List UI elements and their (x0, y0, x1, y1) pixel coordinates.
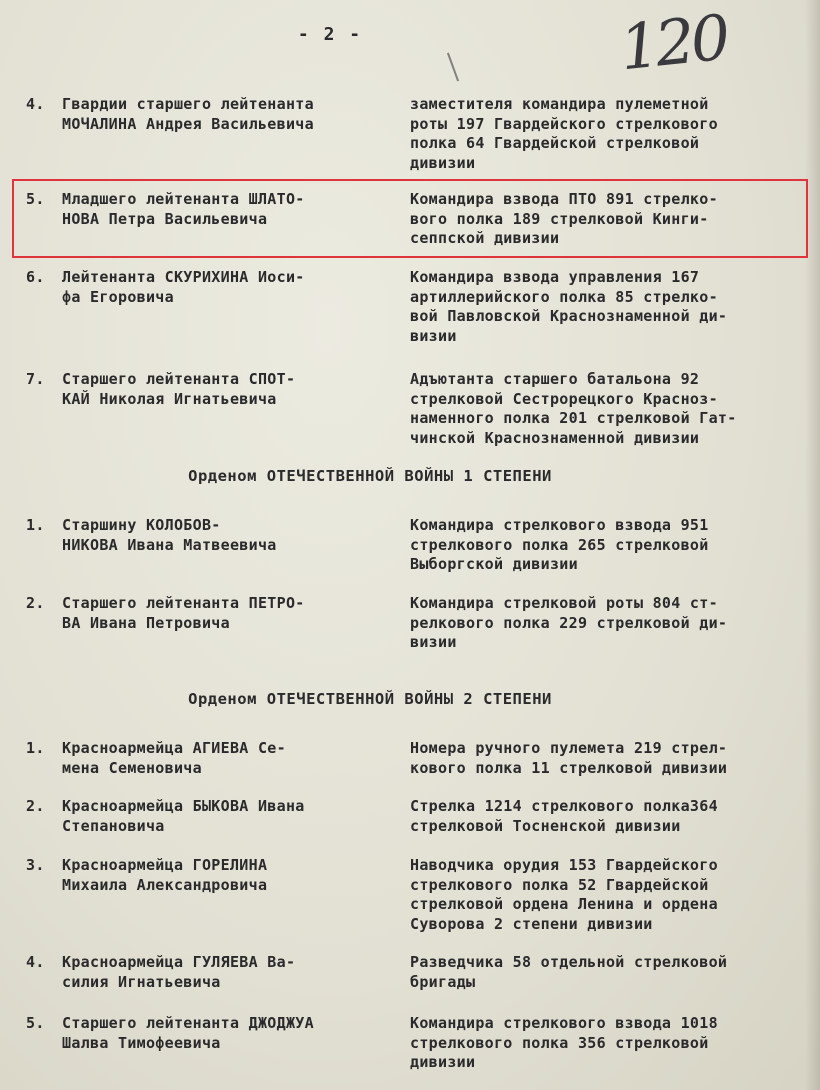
entry-position: Наводчика орудия 153 Гвардейского стрелкового полка 52 Гвардейской стрелковой ордена Ленина и ордена Суворова 2 степени дивизии (410, 856, 718, 933)
entry-name: Старшину КОЛОБОВ- НИКОВА Ивана Матвеевича (62, 516, 277, 554)
entry-name: Старшего лейтенанта ПЕТРО- ВА Ивана Петровича (62, 594, 305, 632)
entry-name: Младшего лейтенанта ШЛАТО- НОВА Петра Васильевича (62, 190, 305, 228)
entry-number: 4. (26, 95, 45, 113)
entry-position: Номера ручного пулемета 219 стрел- кового полка 11 стрелковой дивизии (410, 739, 728, 777)
page-number: - 2 - (297, 24, 363, 45)
entry-position: Командира стрелкового взвода 1018 стрелкового полка 356 стрелковой дивизии (410, 1014, 718, 1071)
entry-number: 3. (26, 856, 45, 874)
entry-number: 2. (26, 594, 45, 612)
entry-number: 5. (26, 1014, 45, 1032)
selection-highlight-box (12, 179, 808, 258)
entry-name: Гвардии старшего лейтенанта МОЧАЛИНА Андрея Васильевича (62, 95, 314, 133)
entry-number: 1. (26, 516, 45, 534)
section-title-order-1: Орденом ОТЕЧЕСТВЕННОЙ ВОЙНЫ 1 СТЕПЕНИ (188, 467, 552, 485)
entry-number: 1. (26, 739, 45, 757)
entry-position: Командира стрелковой роты 804 ст- релкового полка 229 стрелковой ди- визии (410, 594, 728, 651)
section-title-order-2: Орденом ОТЕЧЕСТВЕННОЙ ВОЙНЫ 2 СТЕПЕНИ (188, 690, 552, 708)
entry-number: 2. (26, 797, 45, 815)
entry-name: Красноармейца БЫКОВА Ивана Степановича (62, 797, 305, 835)
entry-name: Старшего лейтенанта СПОТ- КАЙ Николая Игнатьевича (62, 370, 296, 408)
entry-name: Красноармейца АГИЕВА Се- мена Семеновича (62, 739, 286, 777)
entry-number: 7. (26, 370, 45, 388)
entry-name: Красноармейца ГУЛЯЕВА Ва- силия Игнатьевича (62, 953, 296, 991)
entry-position: Командира стрелкового взвода 951 стрелкового полка 265 стрелковой Выборгской дивизии (410, 516, 709, 573)
entry-position: Адъютанта старшего батальона 92 стрелковой Сестрорецкого Краснoз- наменного полка 201 стрелковой Гат- чинской Краснознаменной дивизии (410, 370, 737, 447)
entry-number: 6. (26, 268, 45, 286)
entry-name: Красноармейца ГОРЕЛИНА Михаила Александровича (62, 856, 268, 894)
handwritten-archive-number: 120 (616, 0, 730, 85)
entry-number: 4. (26, 953, 45, 971)
entry-name: Лейтенанта СКУРИХИНА Иоси- фа Егоровича (62, 268, 305, 306)
entry-position: Стрелка 1214 стрелкового полка364 стрелковой Тосненской дивизии (410, 797, 718, 835)
entry-position: Командира взвода ПТО 891 стрелко- вого полка 189 стрелковой Кинги- сеппской дивизии (410, 190, 718, 247)
entry-name: Старшего лейтенанта ДЖОДЖУА Шалва Тимофеевича (62, 1014, 314, 1052)
entry-position: Разведчика 58 отдельной стрелковой бригады (410, 953, 728, 991)
entry-position: заместителя командира пулеметной роты 197 Гвардейского стрелкового полка 64 Гвардейской стрелковой дивизии (410, 95, 718, 172)
entry-position: Командира взвода управления 167 артиллерийского полка 85 стрелко- вой Павловской Краснознаменной ди- визии (410, 268, 728, 345)
entry-number: 5. (26, 190, 45, 208)
pen-mark (447, 53, 459, 82)
